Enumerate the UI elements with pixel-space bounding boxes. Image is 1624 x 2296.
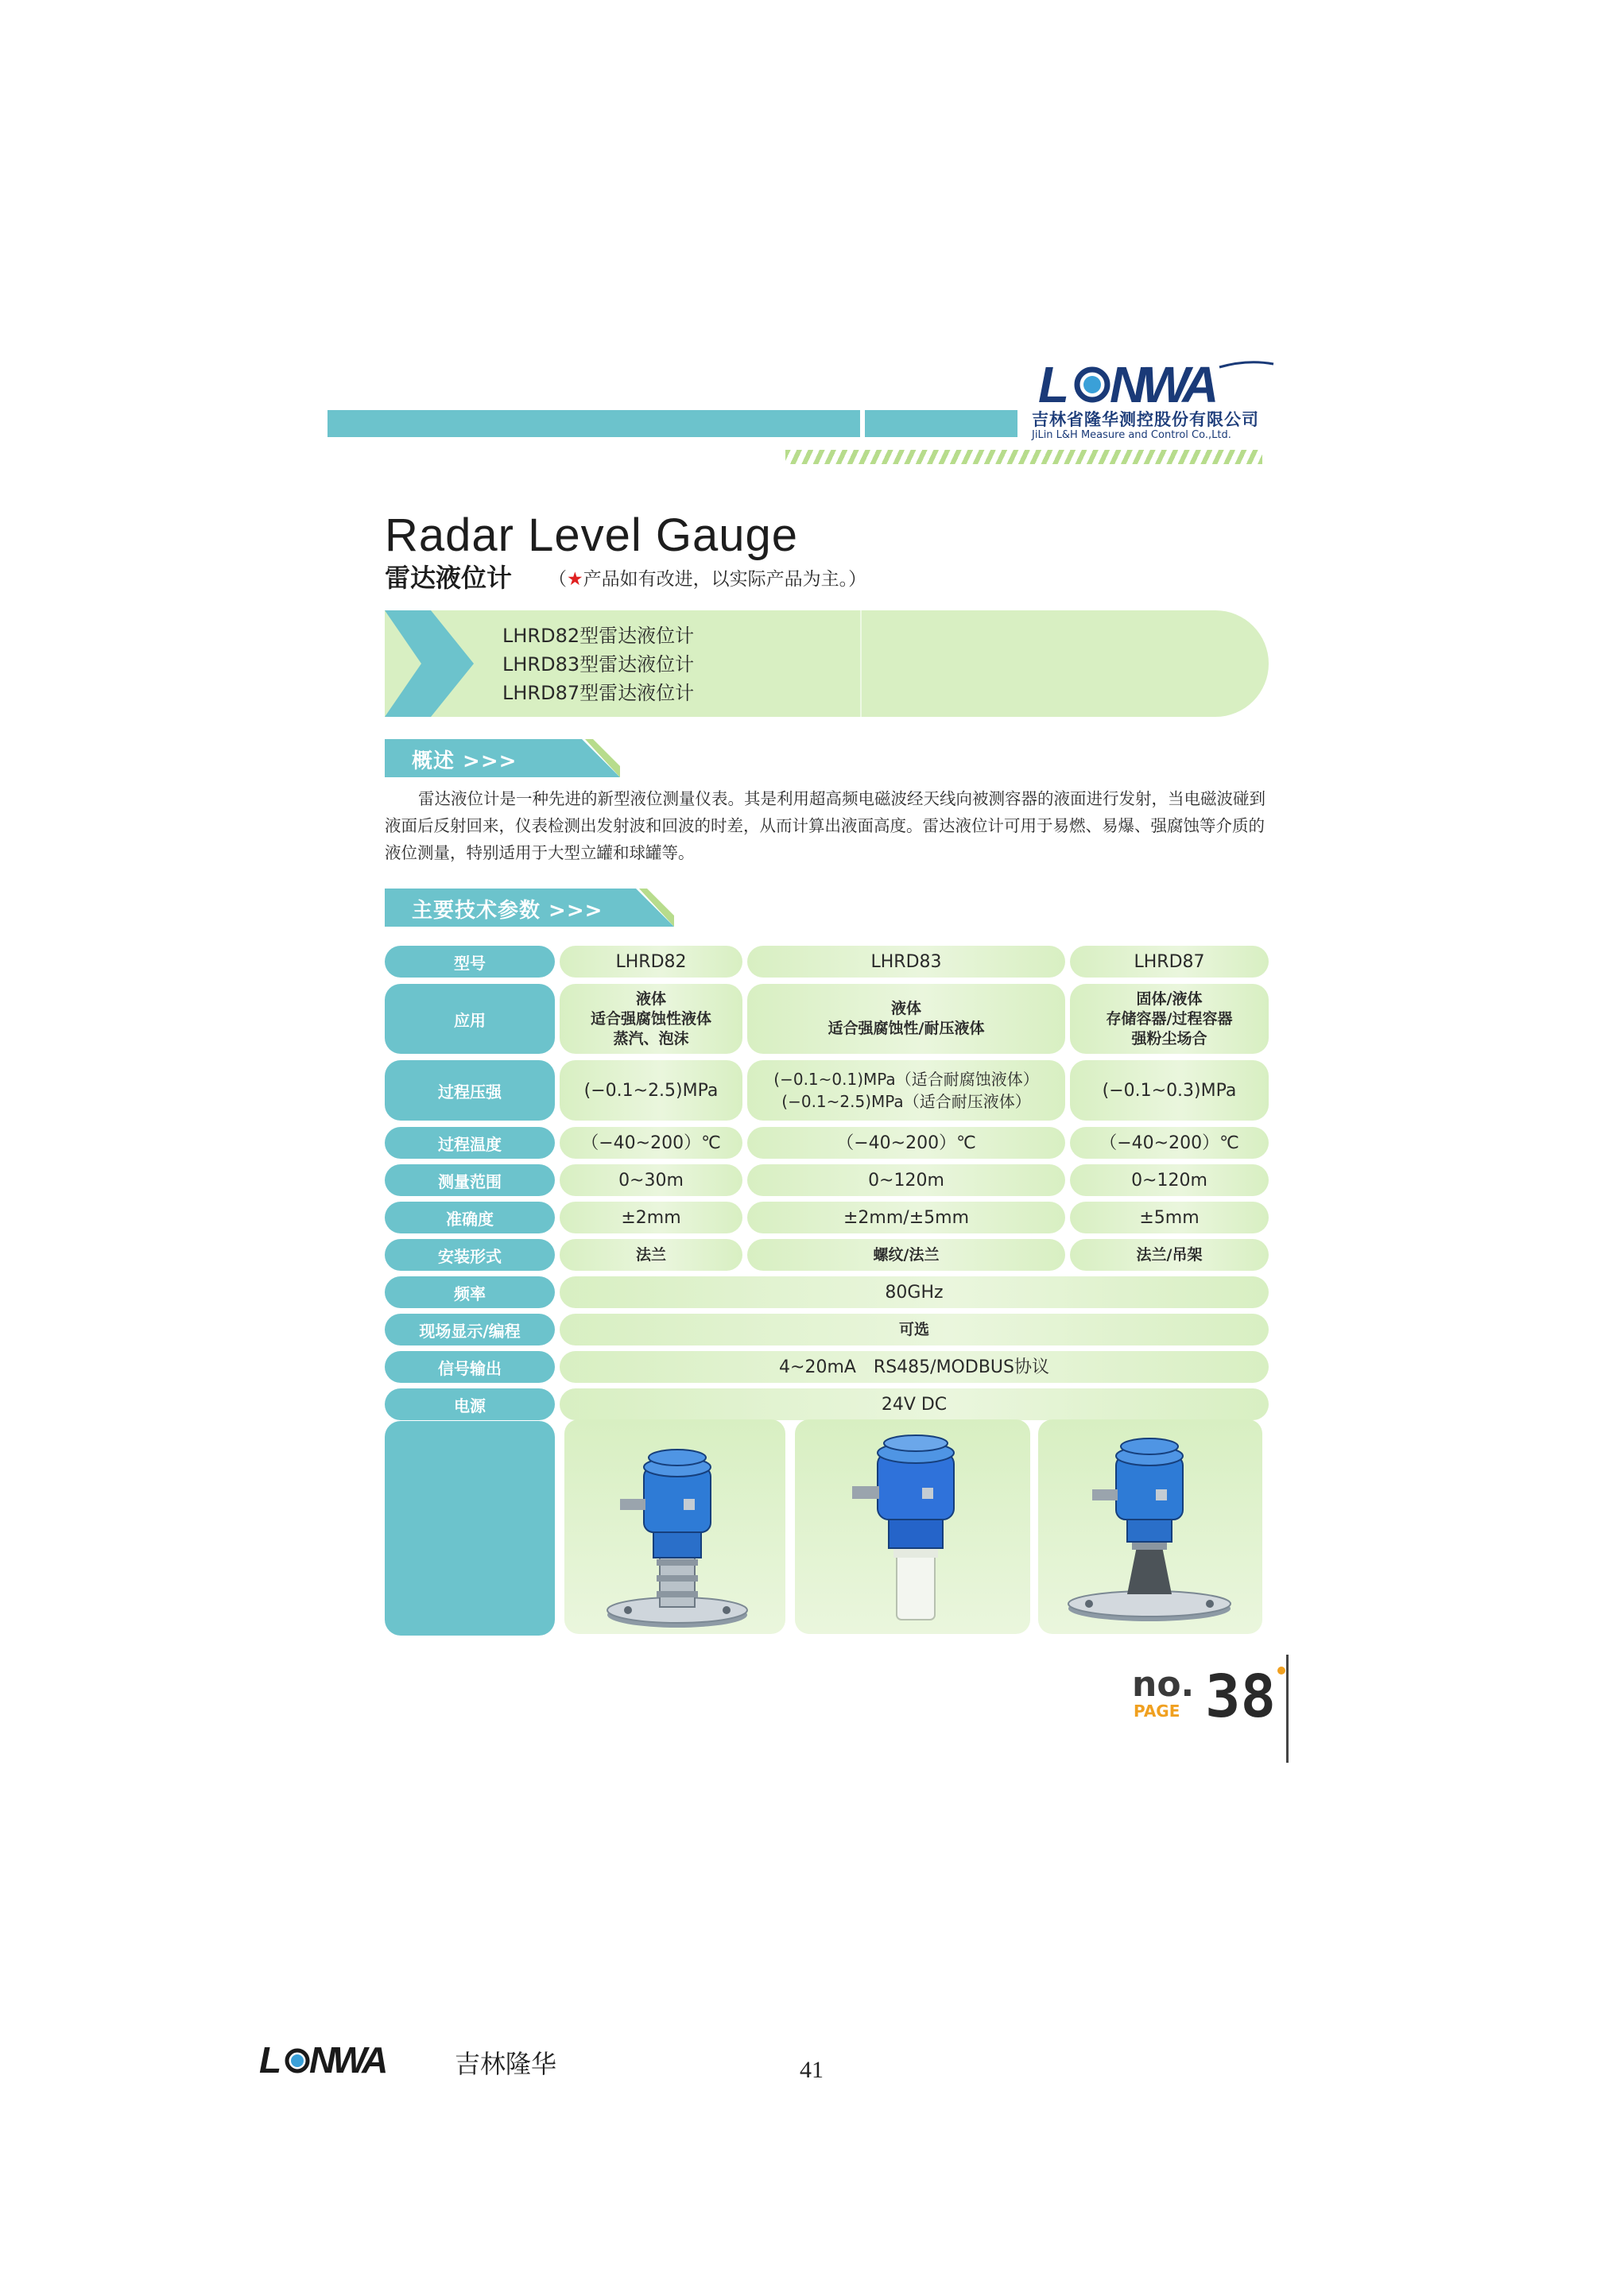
spec-cell: LHRD82 bbox=[560, 946, 742, 978]
spec-line: 液体 bbox=[890, 1000, 921, 1017]
svg-text:NWA: NWA bbox=[309, 2039, 386, 2079]
spec-line: (−0.1~0.1)MPa（适合耐腐蚀液体） bbox=[773, 1070, 1039, 1089]
section-title: 概述 >>> bbox=[412, 749, 517, 773]
product-image-lhrd83 bbox=[795, 1419, 1030, 1634]
spec-cell: ±5mm bbox=[1070, 1202, 1269, 1233]
spec-cell: LHRD87 bbox=[1070, 946, 1269, 978]
photo-label-block bbox=[385, 1421, 555, 1636]
model-list bbox=[502, 621, 694, 707]
note-text: 产品如有改进，以实际产品为主。） bbox=[583, 569, 867, 590]
spec-line: 固体/液体 bbox=[1136, 989, 1203, 1008]
spec-label: 准确度 bbox=[385, 1202, 555, 1233]
spec-label: 电源 bbox=[385, 1388, 555, 1420]
svg-text:L: L bbox=[1038, 356, 1067, 408]
spec-cell: 法兰 bbox=[560, 1239, 742, 1271]
spec-cell: 可选 bbox=[560, 1314, 1269, 1345]
model-line: LHRD87型雷达液位计 bbox=[502, 682, 695, 704]
badge-no: no. bbox=[1132, 1664, 1195, 1705]
spec-cell bbox=[747, 1060, 1065, 1121]
svg-text:NWA: NWA bbox=[1110, 356, 1215, 408]
divider-line bbox=[1286, 1655, 1289, 1763]
footer-page-number: 41 bbox=[800, 2057, 824, 2083]
spec-cell: （−40~200）℃ bbox=[747, 1127, 1065, 1159]
spec-line: 存储容器/过程容器 bbox=[1106, 1009, 1233, 1028]
header-stripe bbox=[785, 450, 1262, 464]
badge-number: 38 bbox=[1205, 1664, 1277, 1721]
spec-line: 液体 bbox=[635, 989, 666, 1008]
spec-label: 频率 bbox=[385, 1276, 555, 1308]
spec-label: 测量范围 bbox=[385, 1164, 555, 1196]
overview-text: 雷达液位计是一种先进的新型液位测量仪表。其是利用超高频电磁波经天线向被测容器的液面进行发射，当电磁波碰到液面后反射回来，仪表检测出发射波和回波的时差，从而计算出液面高度。雷达液位计可用于易燃、易爆、强腐蚀等介质的液位测量，特别适用于大型立罐和球罐等。 bbox=[385, 789, 1265, 862]
section-header-specs bbox=[385, 889, 674, 927]
spec-cell: 80GHz bbox=[560, 1276, 1269, 1308]
spec-cell: 0~30m bbox=[560, 1164, 742, 1196]
header-bar-end bbox=[865, 410, 1017, 437]
spec-cell: 法兰/吊架 bbox=[1070, 1239, 1269, 1271]
spec-cell bbox=[560, 984, 742, 1054]
company-name-en: JiLin L&H Measure and Control Co.,Ltd. bbox=[1032, 429, 1231, 441]
company-logo bbox=[1037, 356, 1275, 408]
product-image-lhrd87 bbox=[1038, 1419, 1262, 1634]
page-title-cn: 雷达液位计 bbox=[385, 563, 513, 593]
spec-cell: 0~120m bbox=[747, 1164, 1065, 1196]
banner-divider bbox=[860, 610, 862, 717]
section-title: 主要技术参数 >>> bbox=[412, 899, 603, 923]
product-image-lhrd82 bbox=[564, 1419, 785, 1634]
spec-cell: 24V DC bbox=[560, 1388, 1269, 1420]
spec-cell: 螺纹/法兰 bbox=[747, 1239, 1065, 1271]
model-line: LHRD83型雷达液位计 bbox=[502, 653, 695, 676]
spec-label: 应用 bbox=[385, 984, 555, 1054]
spec-line: 适合强腐蚀性液体 bbox=[590, 1009, 711, 1028]
header-bar bbox=[328, 410, 860, 437]
spec-line: 强粉尘场合 bbox=[1131, 1029, 1207, 1047]
section-header-overview bbox=[385, 739, 620, 777]
page-title: Radar Level Gauge bbox=[385, 509, 798, 561]
note-open: （ bbox=[548, 569, 567, 590]
footer-company: 吉林隆华 bbox=[455, 2049, 557, 2079]
spec-label: 过程温度 bbox=[385, 1127, 555, 1159]
spec-cell: LHRD83 bbox=[747, 946, 1065, 978]
svg-text:L: L bbox=[259, 2039, 280, 2079]
spec-line: 适合强腐蚀性/耐压液体 bbox=[828, 1020, 985, 1037]
spec-cell: （−40~200）℃ bbox=[560, 1127, 742, 1159]
spec-line: 蒸汽、泡沫 bbox=[613, 1029, 689, 1047]
spec-cell: (−0.1~2.5)MPa bbox=[560, 1060, 742, 1121]
spec-cell bbox=[1070, 984, 1269, 1054]
spec-cell: （−40~200）℃ bbox=[1070, 1127, 1269, 1159]
star-icon: ★ bbox=[567, 569, 583, 590]
spec-label: 现场显示/编程 bbox=[385, 1314, 555, 1345]
model-line: LHRD82型雷达液位计 bbox=[502, 625, 695, 647]
spec-cell: ±2mm/±5mm bbox=[747, 1202, 1065, 1233]
chevron-arrow-icon bbox=[385, 610, 474, 717]
spec-cell: 4~20mA RS485/MODBUS协议 bbox=[560, 1351, 1269, 1383]
spec-cell: ±2mm bbox=[560, 1202, 742, 1233]
spec-cell bbox=[747, 984, 1065, 1054]
spec-label: 型号 bbox=[385, 946, 555, 978]
page-number-badge bbox=[1132, 1664, 1288, 1721]
spec-label: 信号输出 bbox=[385, 1351, 555, 1383]
spec-cell: (−0.1~0.3)MPa bbox=[1070, 1060, 1269, 1121]
company-name-cn: 吉林省隆华测控股份有限公司 bbox=[1032, 410, 1259, 429]
spec-label: 安装形式 bbox=[385, 1239, 555, 1271]
spec-label: 过程压强 bbox=[385, 1060, 555, 1121]
spec-cell: 0~120m bbox=[1070, 1164, 1269, 1196]
title-note bbox=[548, 564, 866, 590]
badge-page: PAGE bbox=[1134, 1702, 1180, 1721]
footer-logo bbox=[259, 2039, 418, 2079]
spec-line: (−0.1~2.5)MPa（适合耐压液体） bbox=[781, 1092, 1031, 1111]
